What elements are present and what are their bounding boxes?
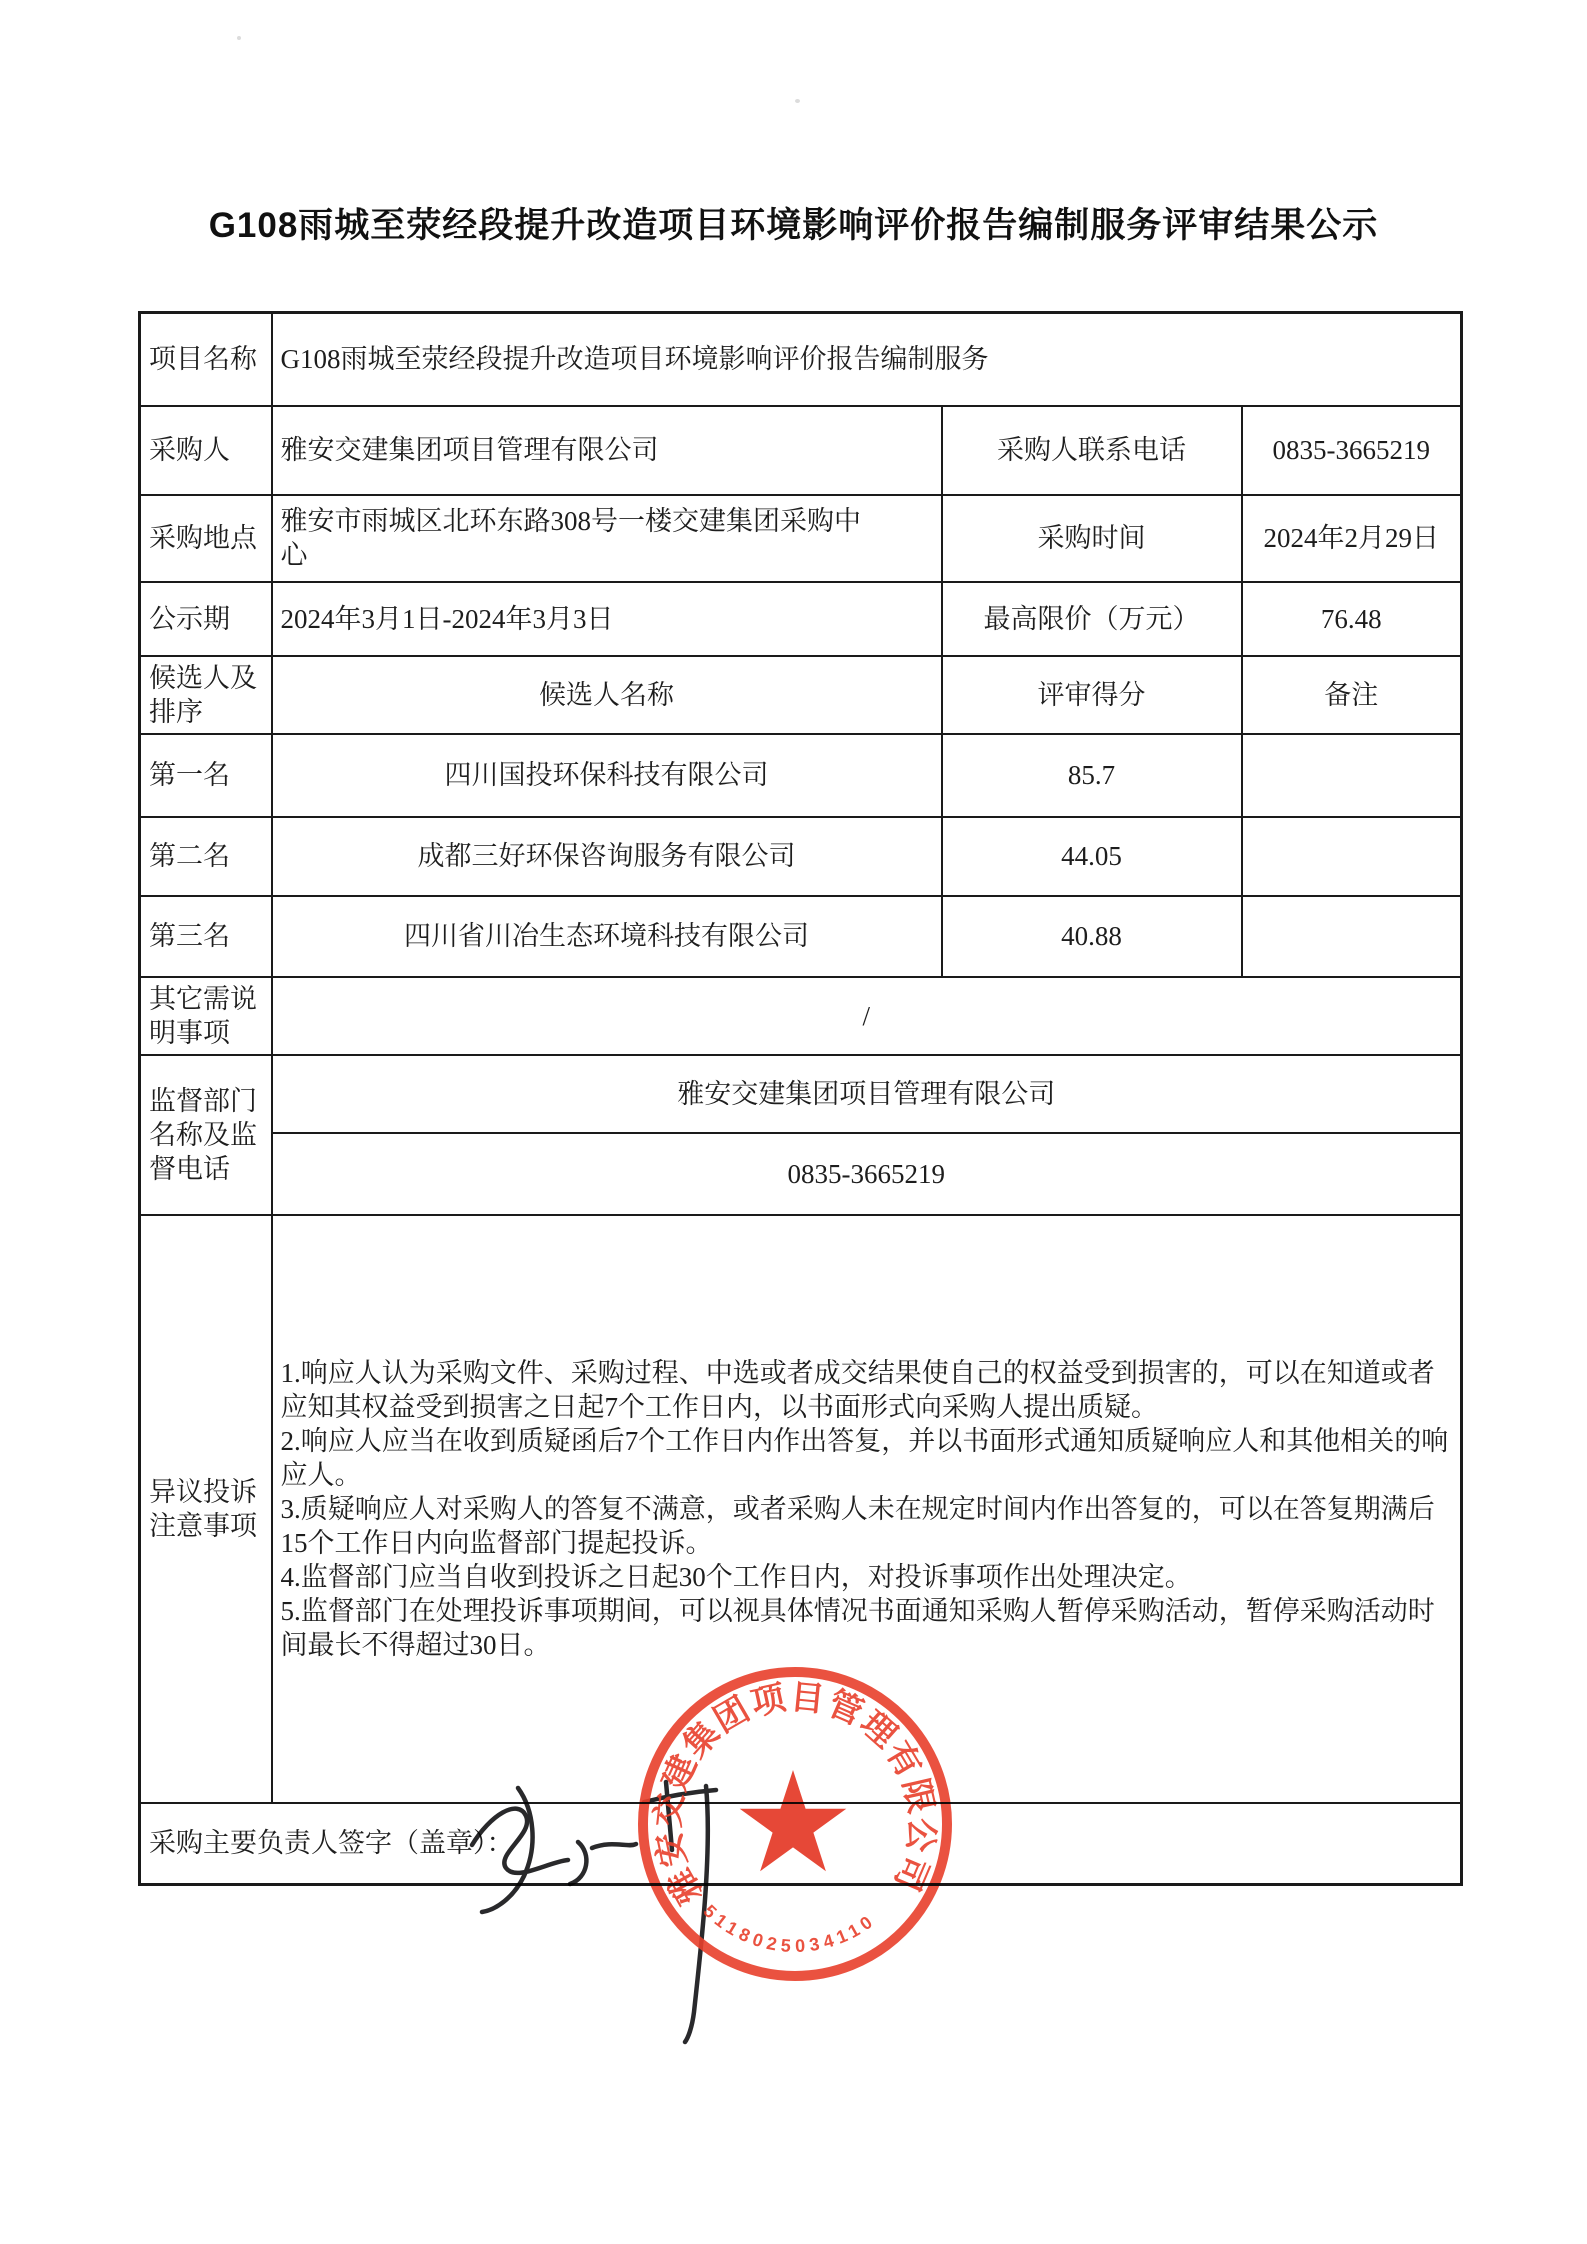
objection-item: 1.响应人认为采购文件、采购过程、中选或者成交结果使自己的权益受到损害的，可以在知道或者应知其权益受到损害之日起7个工作日内，以书面形式向采购人提出质疑。 [280, 1357, 1435, 1422]
other-notes-label: 其它需说明事项 [140, 977, 272, 1055]
table-row [140, 977, 1462, 1055]
scan-speck [795, 99, 800, 103]
table-row [140, 313, 1462, 406]
objection-item: 3.质疑响应人对采购人的答复不满意，或者采购人未在规定时间内作出答复的，可以在答复期满后15个工作日内向监督部门提起投诉。 [280, 1493, 1435, 1558]
objection-row [140, 1215, 1462, 1803]
publicity-period-value: 2024年3月1日-2024年3月3日 [272, 582, 942, 656]
purchase-time-value: 2024年2月29日 [1242, 495, 1462, 582]
scan-speck [237, 36, 241, 40]
candidate-score: 85.7 [942, 734, 1242, 817]
other-notes-value: / [272, 977, 1462, 1055]
objection-item: 4.监督部门应当自收到投诉之日起30个工作日内，对投诉事项作出处理决定。 [280, 1561, 1192, 1592]
candidate-rank-header: 候选人及排序 [140, 656, 272, 734]
table-row [140, 495, 1462, 582]
location-value-text: 雅安市雨城区北环东路308号一楼交建集团采购中心 [280, 506, 861, 570]
purchaser-phone-value: 0835-3665219 [1242, 406, 1462, 495]
candidate-remark [1242, 734, 1462, 817]
supervision-name: 雅安交建集团项目管理有限公司 [272, 1055, 1462, 1133]
signature-label: 采购主要负责人签字（盖章）： [140, 1803, 1462, 1885]
candidate-rank: 第一名 [140, 734, 272, 817]
candidate-remark [1242, 896, 1462, 977]
signature-row [140, 1803, 1462, 1885]
candidate-name: 四川省川冶生态环境科技有限公司 [272, 896, 942, 977]
candidate-row [140, 896, 1462, 977]
candidate-rank: 第三名 [140, 896, 272, 977]
publicity-period-label: 公示期 [140, 582, 272, 656]
objection-item: 5.监督部门在处理投诉事项期间，可以视具体情况书面通知采购人暂停采购活动，暂停采购活动时间最长不得超过30日。 [280, 1595, 1435, 1660]
table-row [140, 1055, 1462, 1133]
candidate-score: 40.88 [942, 896, 1242, 977]
project-name-label: 项目名称 [140, 313, 272, 406]
purchaser-value: 雅安交建集团项目管理有限公司 [272, 406, 942, 495]
candidate-name-header: 候选人名称 [272, 656, 942, 734]
page-title: G108雨城至荥经段提升改造项目环境影响评价报告编制服务评审结果公示 [208, 206, 1379, 245]
max-price-value: 76.48 [1242, 582, 1462, 656]
purchase-time-label: 采购时间 [942, 495, 1242, 582]
table-row [140, 582, 1462, 656]
table-row [140, 1133, 1462, 1215]
candidate-row [140, 817, 1462, 896]
candidate-header-row [140, 656, 1462, 734]
stamp-company-arc-text: 雅安交建集团项目管理有限公司 [649, 1678, 941, 1911]
objection-text [272, 1215, 1462, 1803]
candidate-score-header: 评审得分 [942, 656, 1242, 734]
supervision-phone: 0835-3665219 [272, 1133, 1462, 1215]
candidate-remark-header: 备注 [1242, 656, 1462, 734]
stamp-serial-number: 5118025034110 [699, 1900, 876, 1957]
max-price-label: 最高限价（万元） [942, 582, 1242, 656]
review-result-table [138, 311, 1463, 1886]
candidate-rank: 第二名 [140, 817, 272, 896]
candidate-name: 四川国投环保科技有限公司 [272, 734, 942, 817]
objection-item: 2.响应人应当在收到质疑函后7个工作日内作出答复，并以书面形式通知质疑响应人和其他相关的响应人。 [280, 1425, 1449, 1490]
purchaser-label: 采购人 [140, 406, 272, 495]
candidate-row [140, 734, 1462, 817]
candidate-name: 成都三好环保咨询服务有限公司 [272, 817, 942, 896]
location-label: 采购地点 [140, 495, 272, 582]
supervision-label: 监督部门名称及监督电话 [140, 1055, 272, 1215]
purchaser-phone-label: 采购人联系电话 [942, 406, 1242, 495]
candidate-remark [1242, 817, 1462, 896]
location-value [272, 495, 942, 582]
objection-label: 异议投诉注意事项 [140, 1215, 272, 1803]
table-row [140, 406, 1462, 495]
candidate-score: 44.05 [942, 817, 1242, 896]
project-name-value: G108雨城至荥经段提升改造项目环境影响评价报告编制服务 [272, 313, 1462, 406]
